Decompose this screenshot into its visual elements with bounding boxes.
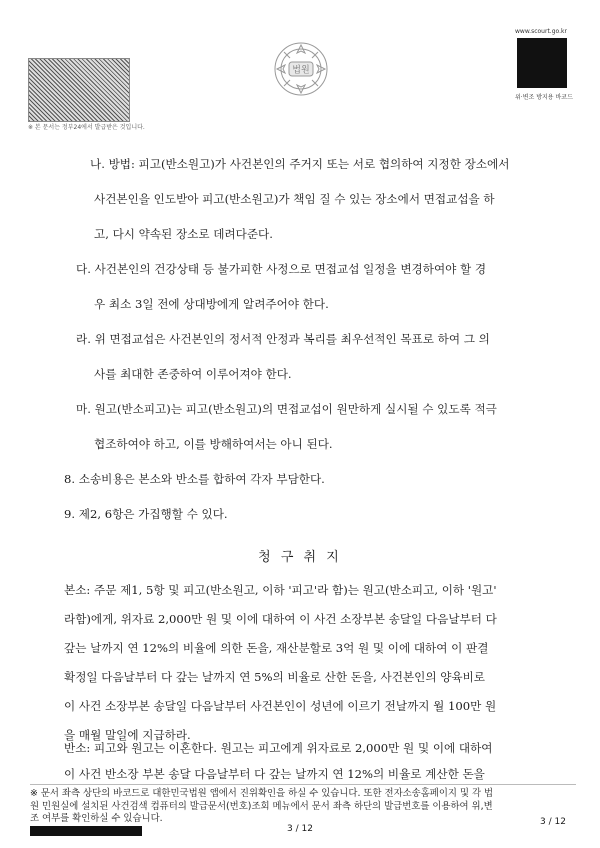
body-line: 마. 원고(반소피고)는 피고(반소원고)의 면접교섭이 원만하게 실시될 수 있도록 적극 [76, 402, 497, 416]
body-line: 사건본인을 인도받아 피고(반소원고)가 책임 질 수 있는 장소에서 면접교섭을 하 [94, 192, 495, 206]
body-line: 우 최소 3일 전에 상대방에게 알려주어야 한다. [94, 297, 329, 311]
notice-line: 원 민원실에 설치된 사건검색 컴퓨터의 발급문서(번호)조회 메뉴에서 문서 좌측 하단의 발급번호를 이용하여 위,변 [30, 800, 493, 812]
seal-label: 법원 [292, 65, 310, 76]
claim-line: 라함)에게, 위자료 2,000만 원 및 이에 대하여 이 사건 소장부본 송달일 다음날부터 다 [64, 612, 497, 626]
page-number-corner: 3 / 12 [540, 817, 566, 827]
barcode-caption: ※ 본 문서는 정부24에서 발급받은 것입니다. [28, 124, 145, 131]
body-line: 9. 제2, 6항은 가집행할 수 있다. [64, 507, 228, 521]
body-line: 나. 방법: 피고(반소원고)가 사건본인의 주거지 또는 서로 협의하여 지정한 장소에서 [90, 157, 510, 171]
body-line: 사를 최대한 존중하여 이루어져야 한다. [94, 367, 292, 381]
body-line: 라. 위 면접교섭은 사건본인의 정서적 안정과 복리를 최우선적인 목표로 하여 그 의 [76, 332, 490, 346]
verification-barcode [28, 58, 130, 122]
claim-line: 이 사건 소장부본 송달일 다음날부터 사건본인이 성년에 이르기 전날까지 월 100만 원 [64, 699, 497, 713]
claim-line: 본소: 주문 제1, 5항 및 피고(반소원고, 이하 '피고'라 함)는 원고(반소피고, 이하 '원고' [64, 583, 497, 597]
court-seal-icon [272, 40, 330, 98]
body-line: 고, 다시 약속된 장소로 데려다준다. [94, 227, 273, 241]
body-line: 다. 사건본인의 건강상태 등 불가피한 사정으로 면접교섭 일정을 변경하여야 할 경 [76, 262, 487, 276]
notice-line: 조 여부를 확인하실 수 있습니다. [30, 813, 163, 824]
page-number: 3 / 12 [287, 824, 313, 834]
qr-code [517, 38, 567, 88]
notice-line: ※ 문서 좌측 상단의 바코드로 대한민국법원 앱에서 진위확인을 하실 수 있습니다. 또한 전자소송홈페이지 및 각 법 [30, 788, 494, 799]
body-line: 8. 소송비용은 본소와 반소를 합하여 각자 부담한다. [64, 472, 325, 486]
footer-divider [30, 784, 576, 785]
section-heading: 청 구 취 지 [258, 550, 342, 565]
claim-line: 이 사건 반소장 부본 송달 다음날부터 다 갚는 날까지 연 12%의 비율로 계산한 돈을 [64, 767, 485, 781]
claim-line: 반소: 피고와 원고는 이혼한다. 원고는 피고에게 위자료로 2,000만 원 및 이에 대하여 [64, 741, 493, 755]
claim-line: 을 매월 말일에 지급하라. [64, 728, 191, 742]
qr-caption: 위·변조 방지용 바코드 [515, 94, 573, 101]
claim-line: 갚는 날까지 연 12%의 비율에 의한 돈을, 재산분할로 3억 원 및 이에 대하여 이 판결 [64, 641, 489, 655]
body-line: 협조하여야 하고, 이를 방해하여서는 아니 된다. [94, 437, 333, 451]
court-url: www.scourt.go.kr [515, 28, 567, 35]
claim-line: 확정일 다음날부터 다 갚는 날까지 연 5%의 비율로 산한 돈을, 사건본인의 양육비로 [64, 670, 486, 684]
verification-notice [30, 788, 576, 826]
